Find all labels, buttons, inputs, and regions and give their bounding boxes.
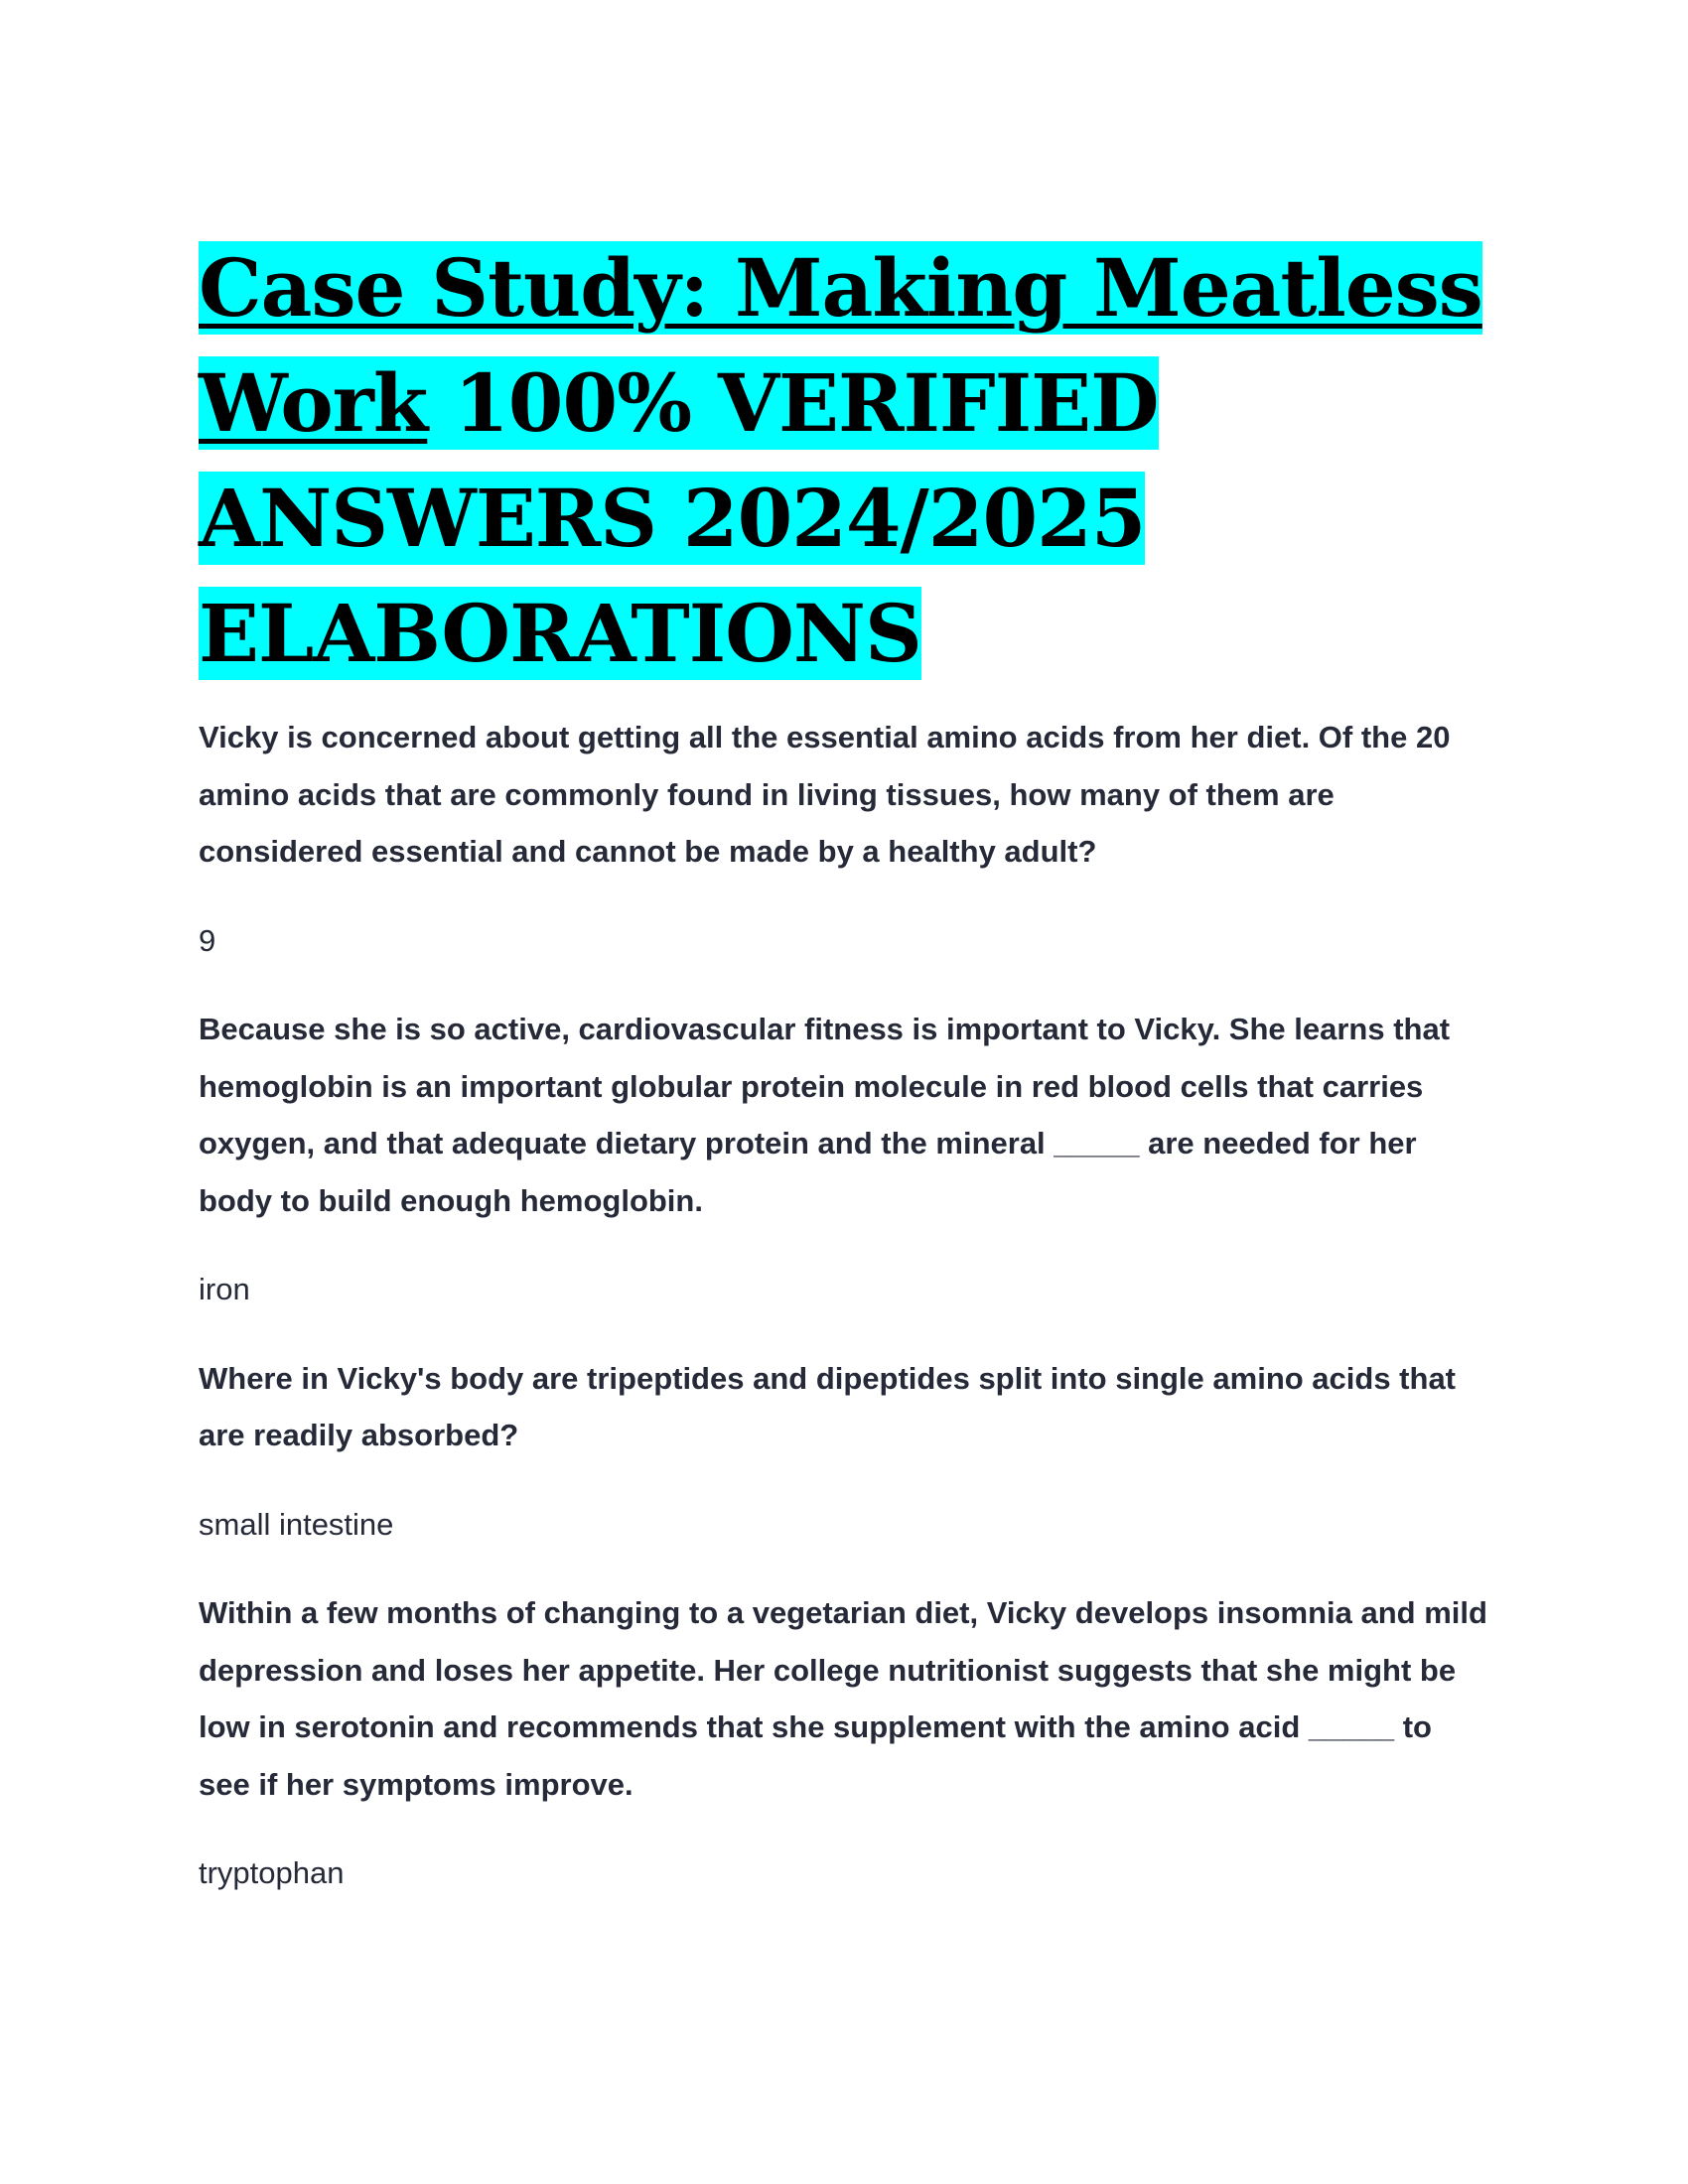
qa-item [199, 1350, 1489, 1554]
answer-text: iron [199, 1272, 250, 1306]
qa-item [199, 709, 1489, 969]
qa-list [199, 709, 1489, 1902]
document-title [199, 230, 1489, 691]
title-underlined-text: Case Study: Making Meatless Work [199, 241, 1482, 450]
answer-text: tryptophan [199, 1855, 345, 1890]
question-text: Vicky is concerned about getting all the essential amino acids from her diet. Of the 20 amino acids that are commonly found in living tissues, how many of them are considered essential and cannot be made by a healthy adult? [199, 720, 1451, 869]
qa-item [199, 1001, 1489, 1318]
answer-text: small intestine [199, 1506, 394, 1542]
qa-item [199, 1584, 1489, 1902]
question-text: Where in Vicky's body are tripeptides and dipeptides split into single amino acids that are readily absorbed? [199, 1360, 1457, 1452]
document-page [199, 230, 1489, 1934]
question-text: Because she is so active, cardiovascular fitness is important to Vicky. She learns that hemoglobin is an important globular protein molecule in red blood cells that carries oxygen, and that adequate dietary protein and the mineral _____ are needed for her body to build enough hemoglobin. [199, 1012, 1451, 1218]
title-highlight [199, 241, 1482, 680]
question-text: Within a few months of changing to a vegetarian diet, Vicky develops insomnia and mild depression and loses her appetite. Her college nutritionist suggests that she might be low in serotonin and recommends that she supplement with the amino acid _____ to see if her symptoms improve. [199, 1595, 1487, 1802]
title-rest-text: 100% VERIFIED ANSWERS 2024/2025 ELABORATIONS [199, 356, 1159, 680]
answer-text: 9 [199, 922, 216, 958]
